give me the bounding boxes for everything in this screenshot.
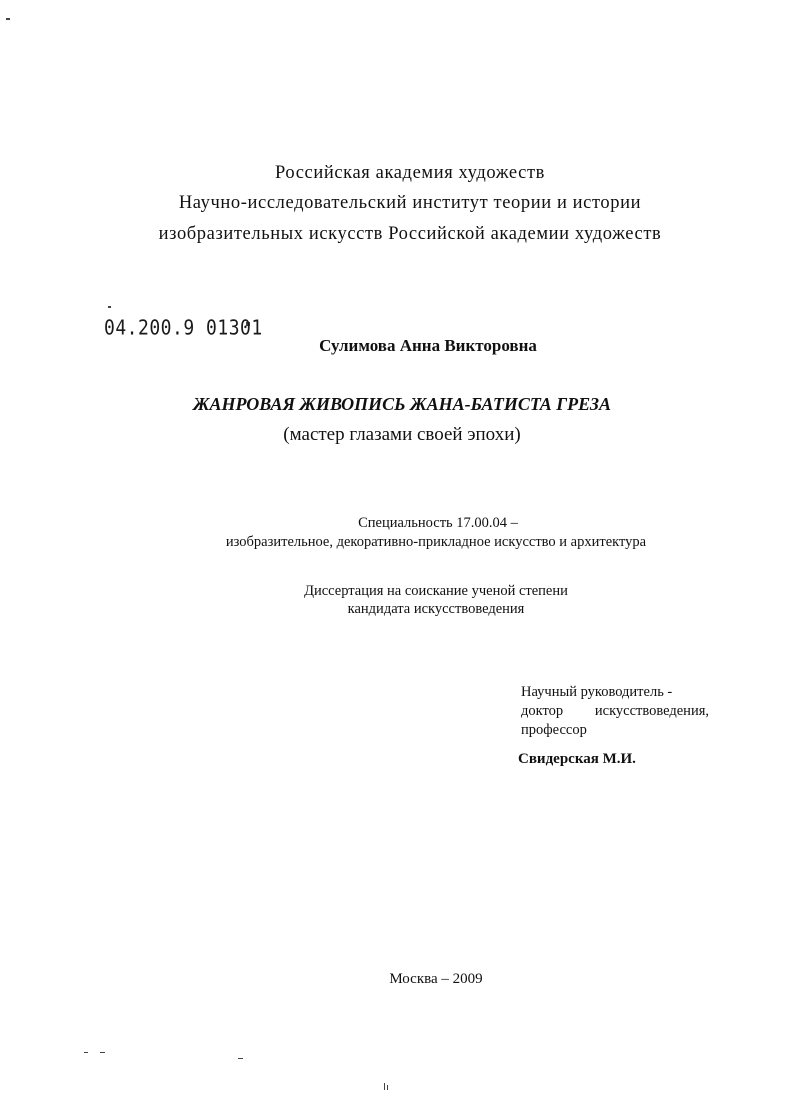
institution-line-1: Российская академия художеств bbox=[275, 163, 545, 183]
scan-speck bbox=[84, 1052, 88, 1053]
scan-speck bbox=[387, 1085, 388, 1090]
archive-stamp-number: 04.200.9 01301 bbox=[104, 316, 263, 341]
scan-speck bbox=[100, 1052, 105, 1053]
supervisor-role: Научный руководитель - bbox=[521, 684, 673, 700]
scan-speck bbox=[238, 1058, 243, 1059]
scan-speck bbox=[384, 1083, 385, 1090]
supervisor-rank: профессор bbox=[521, 722, 587, 738]
supervisor-degree-word-2: искусствоведения, bbox=[594, 703, 709, 719]
author-name: Сулимова Анна Викторовна bbox=[319, 336, 537, 355]
specialty-line-2: изобразительное, декоративно-прикладное искусство и архитектура bbox=[225, 534, 647, 550]
dissertation-title: ЖАНРОВАЯ ЖИВОПИСЬ ЖАНА-БАТИСТА ГРЕЗА bbox=[192, 394, 612, 414]
dissertation-subtitle: (мастер глазами своей эпохи) bbox=[283, 424, 521, 445]
institution-line-3: изобразительных искусств Российской академии художеств bbox=[158, 224, 662, 244]
supervisor-degree bbox=[521, 702, 709, 721]
institution-line-2: Научно-исследовательский институт теории и истории bbox=[178, 193, 642, 213]
supervisor-block bbox=[521, 683, 709, 740]
supervisor-degree-word-1: доктор bbox=[521, 703, 564, 719]
degree-line-1: Диссертация на соискание ученой степени bbox=[304, 583, 568, 599]
supervisor-name: Свидерская М.И. bbox=[518, 751, 636, 767]
specialty-line-1: Специальность 17.00.04 – bbox=[358, 515, 518, 531]
city-year: Москва – 2009 bbox=[389, 971, 483, 987]
scan-speck bbox=[108, 306, 111, 308]
scan-speck bbox=[6, 18, 10, 20]
degree-line-2: кандидата искусствоведения bbox=[347, 601, 525, 617]
